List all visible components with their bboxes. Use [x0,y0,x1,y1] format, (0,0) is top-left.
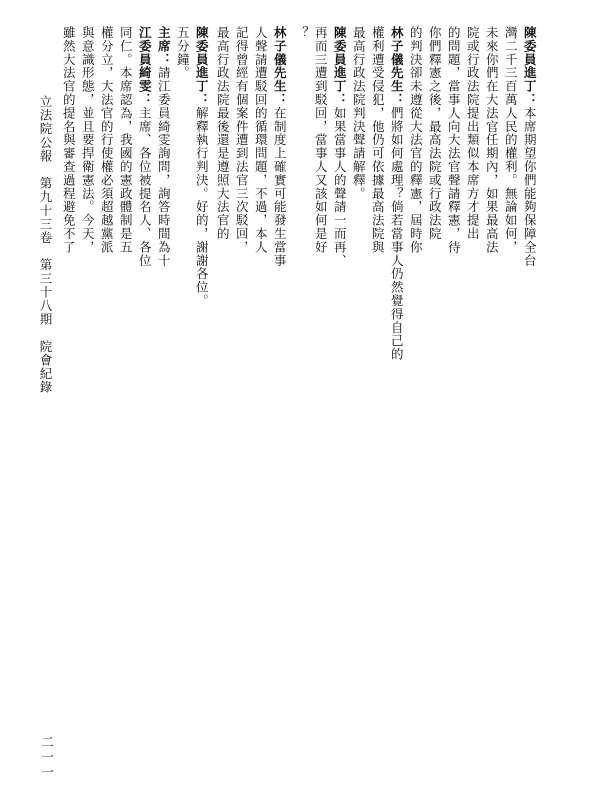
paragraph-line: 再而三遭到駁回，當事人又該如何是好 [313,26,329,254]
text-column [501,26,519,748]
paragraph-line: 本席期望你們能夠保障全台 [522,106,538,268]
paragraph-line: 人聲請遭駁回的循環問題，不過，本人 [253,26,269,254]
journal-footer: 立法院公報 第九十三卷 第三十八期 院會紀錄 [38,95,53,395]
paragraph-line: 雖然大法官的提名與審查過程避免不了 [61,26,77,254]
text-column [520,26,538,748]
paragraph-line: 院或行政法院提出類似本席方才提出 [465,26,481,241]
text-column [270,26,288,748]
paragraph-line: 未來你們在大法官任期內，如果最高法 [484,26,500,254]
text-column [154,26,172,748]
paragraph-line: 灣二千三百萬人民的權利。無論如何， [503,26,519,254]
paragraph-line: 與意識形態，並且要捍衛憲法。今天， [80,26,96,254]
page-number: 二一一 [38,735,53,780]
paragraph-line: 你們釋憲之後，最高法院或行政法院 [427,26,443,241]
speaker-name: 陳委員進丁： [332,26,348,107]
text-column [116,26,134,748]
paragraph-line: 們將如何處理？倘若當事人仍然覺得自己的 [389,106,405,362]
speaker-name: 林子儀先生： [389,26,405,107]
paragraph-line: 解釋執行判決。好的，謝謝各位。 [194,106,210,308]
speaker-name: 陳委員進丁： [522,26,538,107]
paragraph-line: 最高行政法院最後還是遵照大法官的 [215,26,231,241]
paragraph-line: 記得曾經有個案件遭到法官三次駁回， [234,26,250,254]
paragraph-line: 權分立，大法官的行使權必須超越黨派 [99,26,115,254]
paragraph-line: 同仁。本席認為，我國的憲政體制是五 [118,26,134,254]
text-column [444,26,462,748]
text-column [330,26,348,748]
text-column [387,26,405,748]
text-column [482,26,500,748]
paragraph-line: 請江委員綺雯詢問，詢答時間為十 [156,66,172,268]
text-column [292,26,310,748]
text-column [97,26,115,748]
paragraph-line: 的判決卻未遵從大法官的釋憲，屆時你 [408,26,424,254]
paragraph-line: 在制度上確實可能發生當事 [272,106,288,268]
text-column [349,26,367,748]
speaker-name: 江委員綺雯： [137,26,153,107]
speaker-name: 林子儀先生： [272,26,288,107]
paragraph-line: 的問題，當事人向大法官聲請釋憲，待 [446,26,462,254]
paragraph-line: 主席、各位被提名人、各位 [137,106,153,268]
speaker-name: 主席： [156,26,172,67]
paragraph-line: 最高行政法院判決聲請解釋。 [351,26,367,201]
paragraph-line: 如果當事人的聲請一而再、 [332,106,348,268]
paragraph-line: 五分鐘。 [175,26,191,80]
text-column [213,26,231,748]
text-column [251,26,269,748]
text-column [192,26,210,748]
text-column [311,26,329,748]
speaker-name: 陳委員進丁： [194,26,210,107]
paragraph-line: ？ [294,26,310,40]
text-column [368,26,386,748]
text-column [135,26,153,748]
text-column [173,26,191,748]
text-column [59,26,77,748]
text-column [463,26,481,748]
text-column [78,26,96,748]
text-column [406,26,424,748]
paragraph-line: 權利遭受侵犯，他仍可依據最高法院與 [370,26,386,254]
text-column [232,26,250,748]
text-column [425,26,443,748]
